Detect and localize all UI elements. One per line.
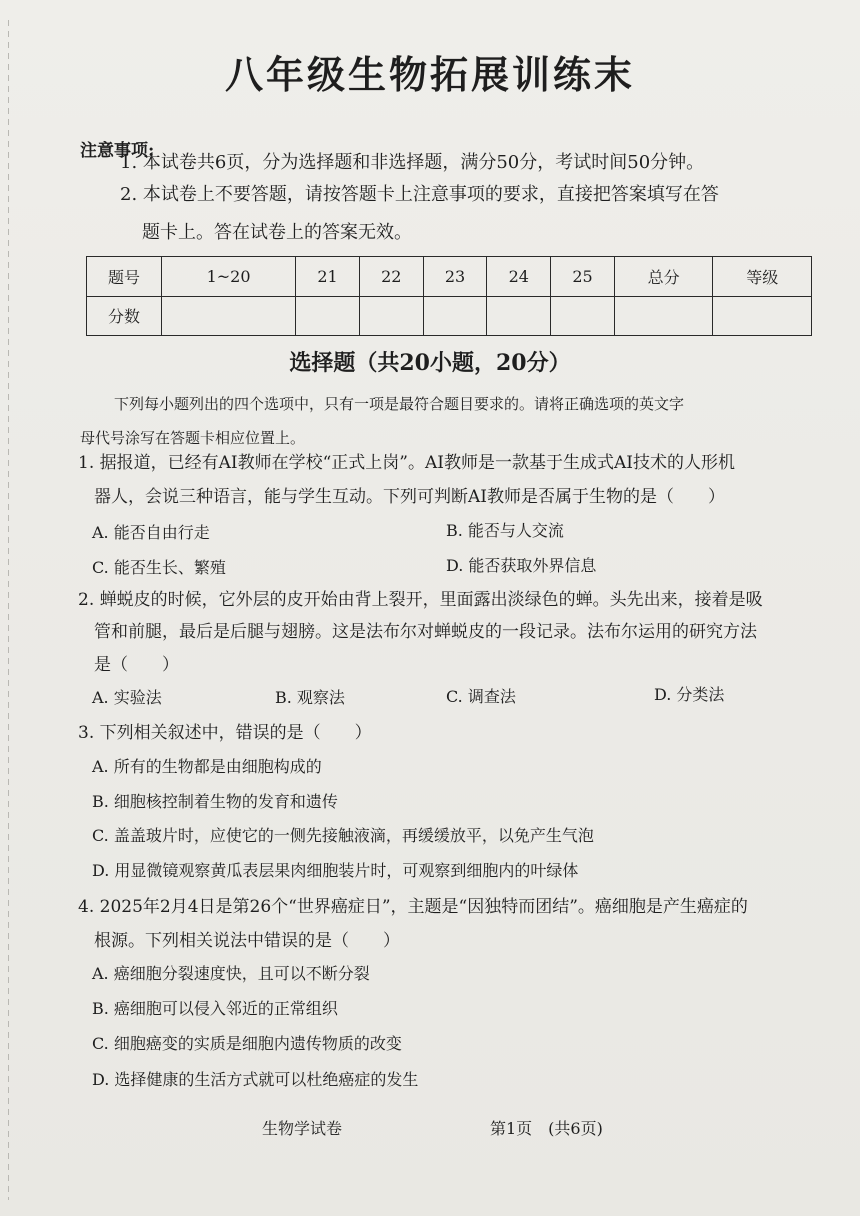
footer-page-number: 第1页 (共6页) (490, 1119, 603, 1138)
score-cell (551, 296, 615, 336)
question-2-option-c: C. 调查法 (446, 687, 516, 706)
score-table-header: 21 (296, 257, 360, 297)
score-table-header: 24 (487, 257, 551, 297)
question-4-option-b: B. 癌细胞可以侵入邻近的正常组织 (92, 999, 338, 1018)
question-4-line-2: 根源。下列相关说法中错误的是（ ） (94, 931, 400, 951)
score-table-score-row (87, 296, 812, 336)
question-4-line-1: 4. 2025年2月4日是第26个“世界癌症日”，主题是“因独特而团结”。癌细胞是产生癌症的 (78, 897, 748, 917)
footer-subject: 生物学试卷 (262, 1119, 343, 1138)
section-instruction: 下列每小题列出的四个选项中，只有一项是最符合题目要求的。请将正确选项的英文字 (114, 395, 685, 413)
score-table-header: 25 (551, 257, 615, 297)
question-3-line-1: 3. 下列相关叙述中，错误的是（ ） (78, 723, 372, 743)
question-4-option-d: D. 选择健康的生活方式就可以杜绝癌症的发生 (92, 1070, 419, 1089)
question-2-option-d: D. 分类法 (654, 685, 725, 704)
question-3-option-b: B. 细胞核控制着生物的发育和遗传 (92, 792, 338, 811)
notice-item-2: 2. 本试卷上不要答题，请按答题卡上注意事项的要求，直接把答案填写在答 (120, 184, 719, 205)
score-cell (296, 296, 360, 336)
question-2-line-3: 是（ ） (94, 655, 179, 675)
score-table-header: 总分 (614, 257, 713, 297)
score-cell (162, 296, 296, 336)
question-1-option-c: C. 能否生长、繁殖 (92, 558, 226, 577)
question-3-option-d: D. 用显微镜观察黄瓜表层果肉细胞装片时，可观察到细胞内的叶绿体 (92, 861, 579, 880)
score-cell (487, 296, 551, 336)
score-table-header-row (87, 257, 812, 297)
question-1-line-1: 1. 据报道，已经有AI教师在学校“正式上岗”。AI教师是一款基于生成式AI技术的人形机 (78, 453, 735, 473)
score-cell (713, 296, 812, 336)
notice-item-1: 1. 本试卷共6页，分为选择题和非选择题，满分50分，考试时间50分钟。 (120, 152, 705, 173)
notice-heading: 注意事项: (80, 141, 155, 161)
question-1-option-a: A. 能否自由行走 (92, 523, 210, 542)
score-row-label: 分数 (87, 296, 162, 336)
question-1-option-d: D. 能否获取外界信息 (446, 556, 597, 575)
score-table-header: 22 (359, 257, 423, 297)
score-table-header: 等级 (713, 257, 812, 297)
question-4-option-c: C. 细胞癌变的实质是细胞内遗传物质的改变 (92, 1034, 402, 1053)
score-cell (423, 296, 487, 336)
question-1-option-b: B. 能否与人交流 (446, 521, 564, 540)
score-cell (614, 296, 713, 336)
score-table-header: 1~20 (162, 257, 296, 297)
score-table (86, 256, 812, 336)
question-2-line-2: 管和前腿，最后是后腿与翅膀。这是法布尔对蝉蜕皮的一段记录。法布尔运用的研究方法 (94, 622, 757, 642)
question-3-option-c: C. 盖盖玻片时，应使它的一侧先接触液滴，再缓缓放平，以免产生气泡 (92, 826, 594, 845)
score-table-header: 题号 (87, 257, 162, 297)
notice-item-2-cont: 题卡上。答在试卷上的答案无效。 (142, 222, 412, 243)
question-2-option-a: A. 实验法 (92, 688, 162, 707)
score-table-header: 23 (423, 257, 487, 297)
score-cell (359, 296, 423, 336)
question-3-option-a: A. 所有的生物都是由细胞构成的 (92, 757, 322, 776)
section-instruction-cont: 母代号涂写在答题卡相应位置上。 (80, 429, 306, 447)
binding-margin-line (8, 20, 9, 1200)
question-4-option-a: A. 癌细胞分裂速度快，且可以不断分裂 (92, 964, 370, 983)
question-2-option-b: B. 观察法 (275, 688, 345, 707)
section-title: 选择题（共20小题，20分） (289, 350, 571, 376)
question-2-line-1: 2. 蝉蜕皮的时候，它外层的皮开始由背上裂开，里面露出淡绿色的蝉。头先出来，接着是吸 (78, 590, 763, 610)
question-1-line-2: 器人，会说三种语言，能与学生互动。下列可判断AI教师是否属于生物的是（ ） (94, 487, 725, 507)
exam-title: 八年级生物拓展训练末 (224, 52, 635, 97)
